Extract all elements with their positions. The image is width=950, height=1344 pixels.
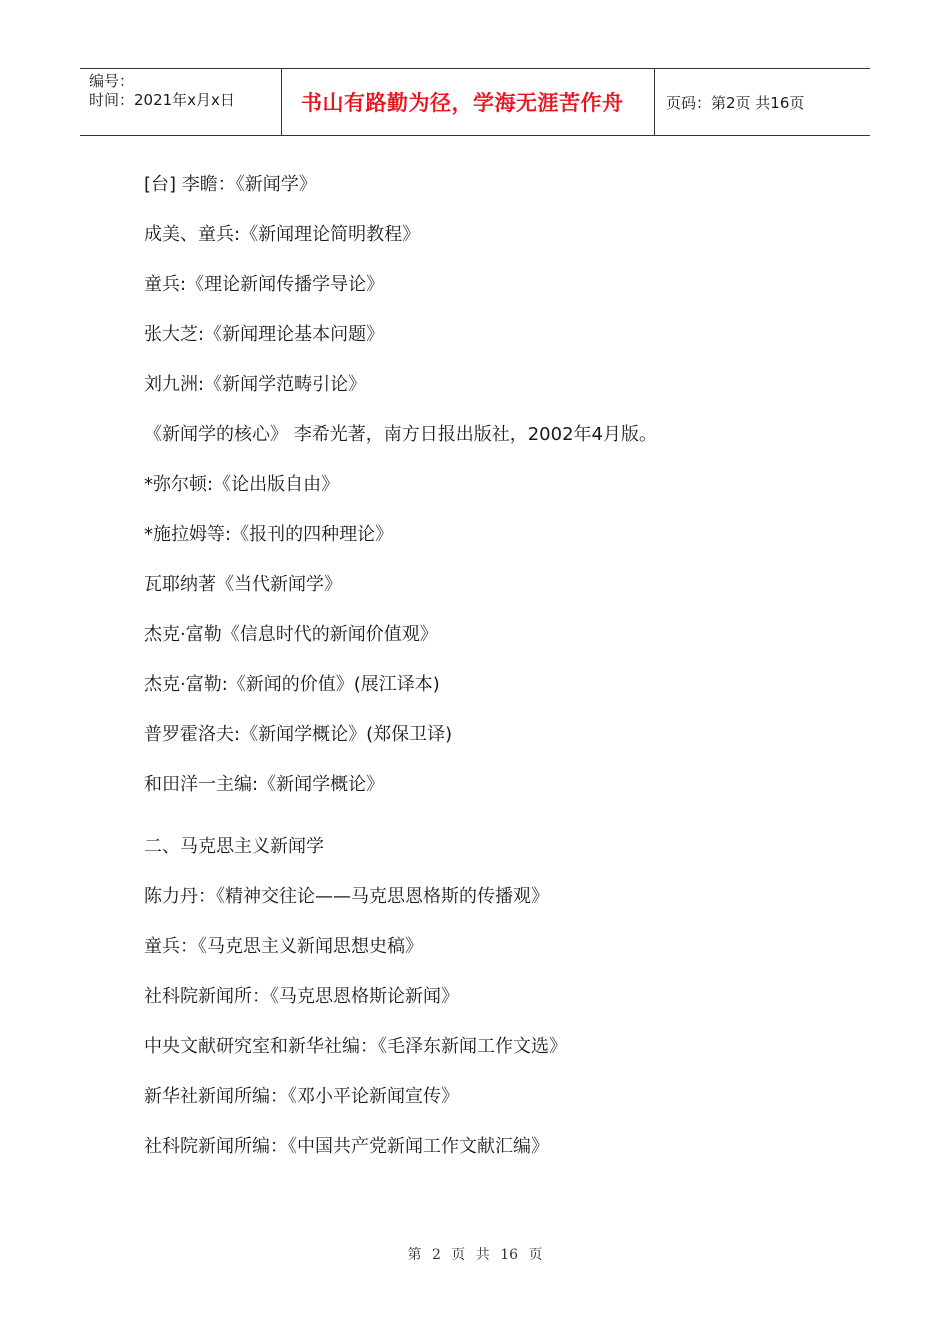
header-page-cell bbox=[655, 69, 870, 135]
reference-line: 社科院新闻所编：《中国共产党新闻工作文献汇编》 bbox=[144, 1136, 549, 1157]
header-meta-cell bbox=[80, 69, 282, 135]
time-label: 时间：2021年x月x日 bbox=[89, 91, 235, 109]
document-header bbox=[80, 68, 870, 136]
reference-line: 《新闻学的核心》 李希光著，南方日报出版社，2002年4月版。 bbox=[144, 424, 657, 445]
reference-line: *弥尔顿:《论出版自由》 bbox=[144, 474, 340, 495]
reference-line: 张大芝:《新闻理论基本问题》 bbox=[144, 324, 385, 345]
reference-line: 杰克·富勒《信息时代的新闻价值观》 bbox=[144, 624, 438, 645]
document-body bbox=[144, 168, 844, 1180]
reference-line: 新华社新闻所编：《邓小平论新闻宣传》 bbox=[144, 1086, 459, 1107]
motto-text: 书山有路勤为径，学海无涯苦作舟 bbox=[301, 91, 624, 115]
reference-line: 普罗霍洛夫:《新闻学概论》(郑保卫译) bbox=[144, 724, 453, 745]
serial-label: 编号： bbox=[89, 72, 135, 90]
reference-line: [台] 李瞻：《新闻学》 bbox=[144, 174, 317, 195]
section-heading: 二、马克思主义新闻学 bbox=[144, 836, 324, 857]
reference-line: 中央文献研究室和新华社编：《毛泽东新闻工作文选》 bbox=[144, 1036, 567, 1057]
reference-line: 童兵：《马克思主义新闻思想史稿》 bbox=[144, 936, 423, 957]
reference-line: 社科院新闻所：《马克思恩格斯论新闻》 bbox=[144, 986, 459, 1007]
reference-line: *施拉姆等:《报刊的四种理论》 bbox=[144, 524, 394, 545]
reference-line: 童兵:《理论新闻传播学导论》 bbox=[144, 274, 385, 295]
reference-line: 杰克·富勒:《新闻的价值》(展江译本) bbox=[144, 674, 440, 695]
reference-line: 成美、童兵:《新闻理论简明教程》 bbox=[144, 224, 421, 245]
header-motto-cell bbox=[282, 69, 655, 135]
reference-line: 和田洋一主编:《新闻学概论》 bbox=[144, 774, 385, 795]
page-info: 页码：第2页 共16页 bbox=[666, 93, 805, 112]
page-footer: 第 2 页 共 16 页 bbox=[407, 1247, 543, 1263]
reference-line: 陈力丹：《精神交往论——马克思恩格斯的传播观》 bbox=[144, 886, 549, 907]
reference-line: 瓦耶纳著《当代新闻学》 bbox=[144, 574, 342, 595]
reference-line: 刘九洲:《新闻学范畴引论》 bbox=[144, 374, 367, 395]
